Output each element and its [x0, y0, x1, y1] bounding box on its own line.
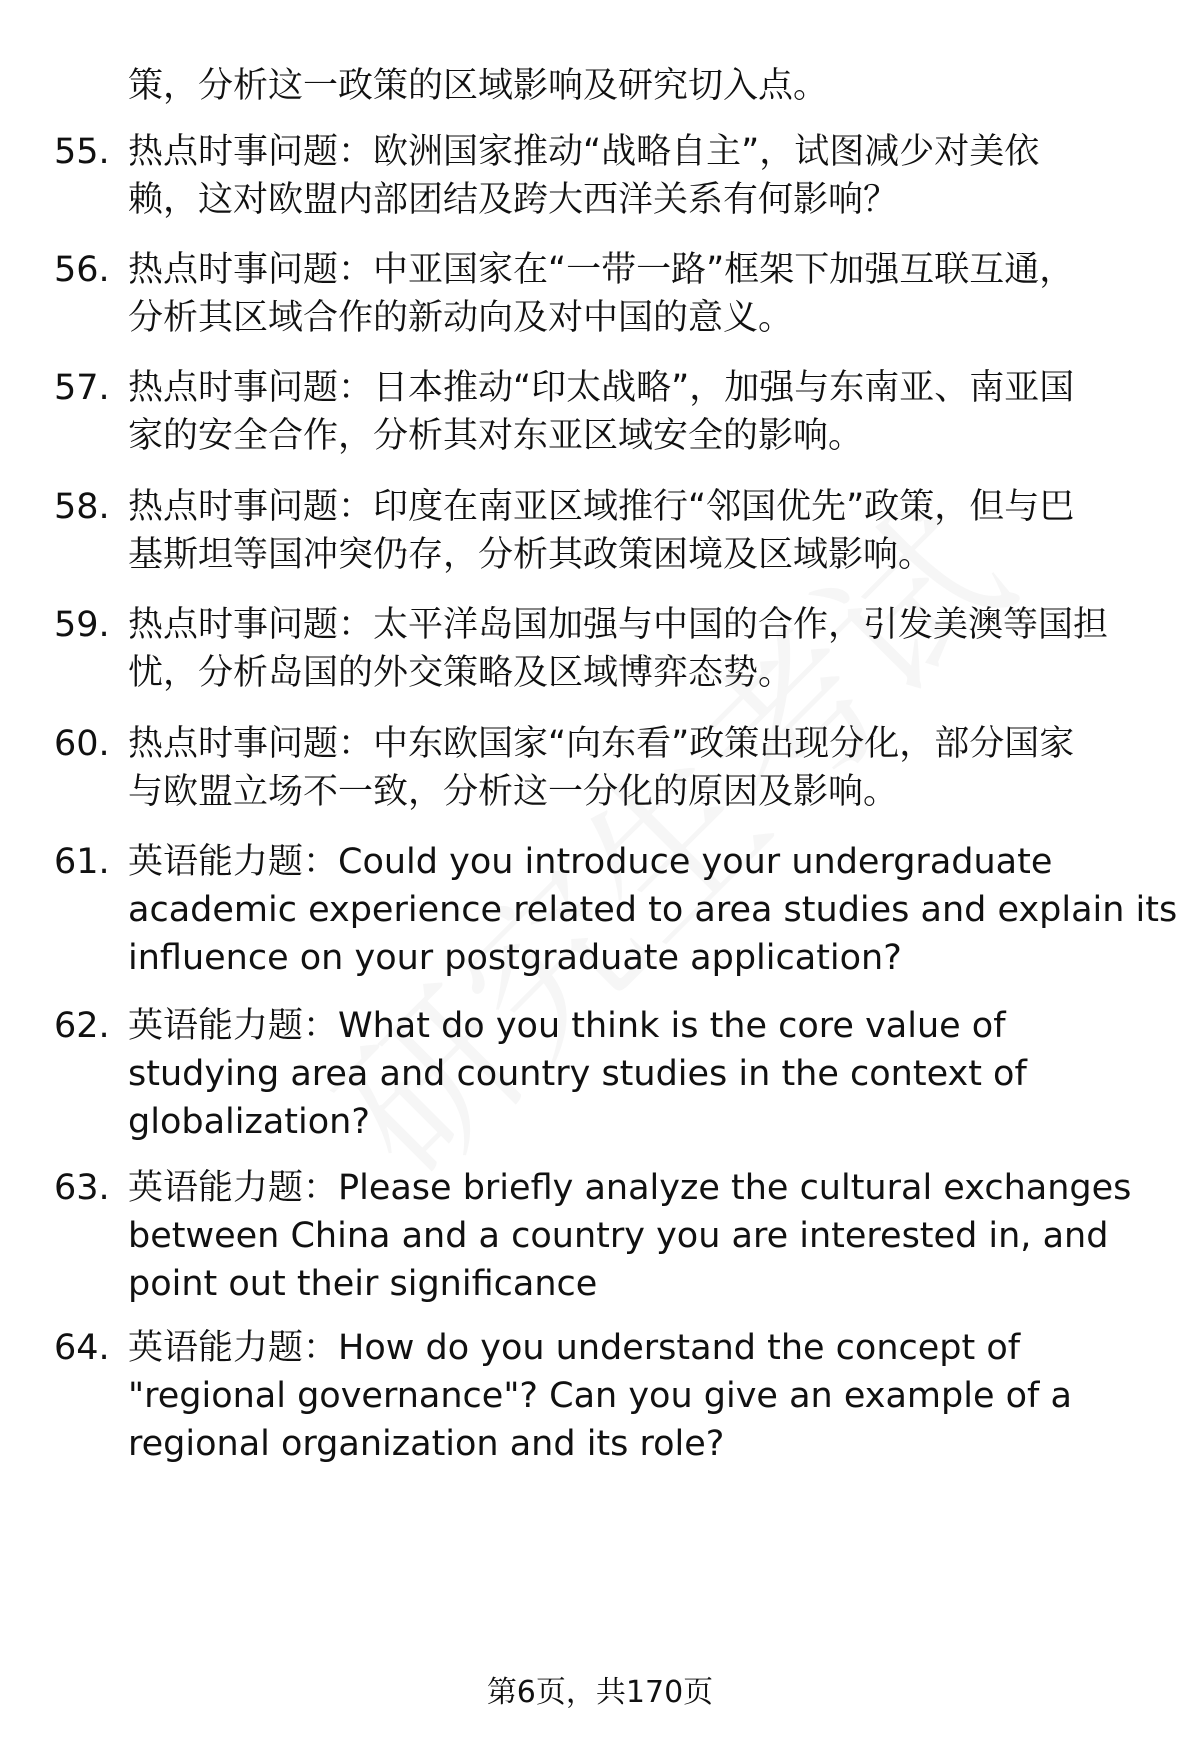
question-text-line: 热点时事问题：日本推动“印太战略”，加强与东南亚、南亚国: [128, 368, 1075, 408]
question-number: 57.: [54, 368, 110, 408]
question-number: 64.: [54, 1328, 110, 1368]
continuation-text: 策，分析这一政策的区域影响及研究切入点。: [128, 66, 829, 106]
question-text-line: 热点时事问题：太平洋岛国加强与中国的合作，引发美澳等国担: [128, 605, 1109, 645]
question-number: 61.: [54, 842, 110, 882]
question-number: 56.: [54, 250, 110, 290]
question-text-line: 赖，这对欧盟内部团结及跨大西洋关系有何影响？: [128, 180, 899, 220]
question-number: 59.: [54, 605, 110, 645]
question-number: 55.: [54, 132, 110, 172]
question-text-line: 热点时事问题：欧洲国家推动“战略自主”，试图减少对美依: [128, 132, 1040, 172]
question-text-line: 英语能力题：Could you introduce your undergraduate: [128, 842, 1053, 882]
question-number: 63.: [54, 1168, 110, 1208]
question-text-line: 热点时事问题：印度在南亚区域推行“邻国优先”政策，但与巴: [128, 487, 1075, 527]
question-text-line: academic experience related to area studies and explain its: [128, 890, 1178, 930]
question-text-line: studying area and country studies in the context of: [128, 1054, 1027, 1094]
question-number: 62.: [54, 1006, 110, 1046]
question-text-line: influence on your postgraduate application?: [128, 938, 902, 978]
page-footer: 第6页，共170页: [486, 1675, 714, 1710]
question-text-line: 忧，分析岛国的外交策略及区域博弈态势。: [128, 653, 794, 693]
question-number: 58.: [54, 487, 110, 527]
question-text-line: 热点时事问题：中东欧国家“向东看”政策出现分化，部分国家: [128, 724, 1075, 764]
question-text-line: 英语能力题：How do you understand the concept of: [128, 1328, 1021, 1368]
question-text-line: between China and a country you are interested in, and: [128, 1216, 1109, 1256]
question-text-line: 基斯坦等国冲突仍存，分析其政策困境及区域影响。: [128, 535, 934, 575]
question-text-line: globalization?: [128, 1102, 370, 1142]
question-text-line: 英语能力题：What do you think is the core value of: [128, 1006, 1006, 1046]
question-text-line: "regional governance"? Can you give an example of a: [128, 1376, 1072, 1416]
question-number: 60.: [54, 724, 110, 764]
question-text-line: 热点时事问题：中亚国家在“一带一路”框架下加强互联互通，: [128, 250, 1075, 290]
question-text-line: point out their significance: [128, 1264, 598, 1304]
question-text-line: 分析其区域合作的新动向及对中国的意义。: [128, 298, 794, 338]
question-text-line: 家的安全合作，分析其对东亚区域安全的影响。: [128, 416, 864, 456]
question-text-line: 英语能力题：Please briefly analyze the cultural exchanges: [128, 1168, 1132, 1208]
question-text-line: regional organization and its role?: [128, 1424, 725, 1464]
question-text-line: 与欧盟立场不一致，分析这一分化的原因及影响。: [128, 772, 899, 812]
